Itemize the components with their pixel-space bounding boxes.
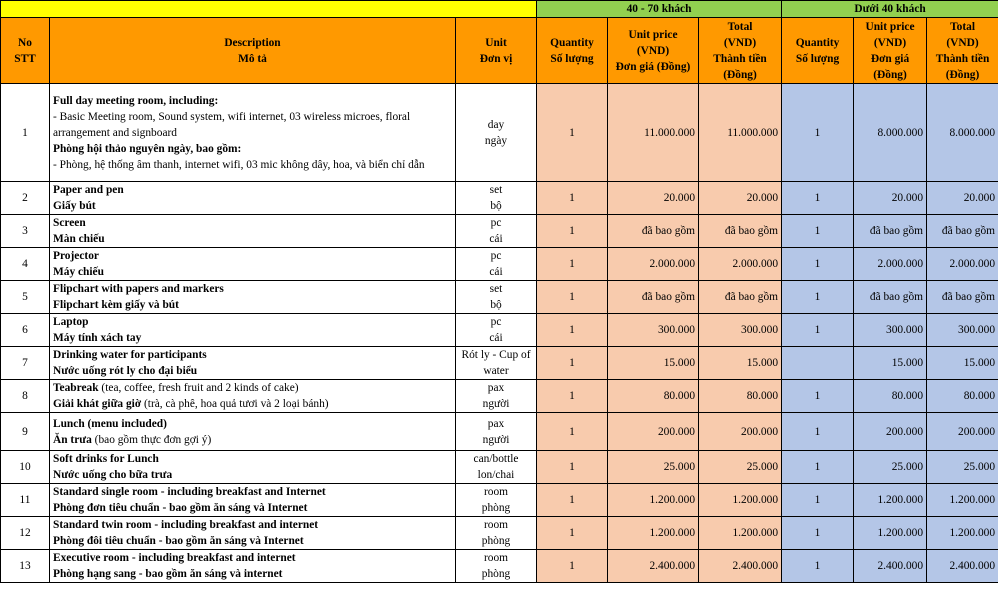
col-header-price-en: Unit price	[628, 28, 678, 41]
col-header-quantity-2	[782, 18, 854, 84]
unit-price-40-70: 2.400.000	[608, 550, 699, 583]
col-header-total-dong: (Đồng)	[945, 68, 980, 81]
unit-price-40-70: 11.000.000	[608, 84, 699, 182]
unit-cell	[456, 215, 537, 248]
description-line: Phòng hội thảo nguyên ngày, bao gồm:	[53, 142, 242, 155]
total-40-70: 20.000	[699, 182, 782, 215]
row-number: 11	[1, 484, 50, 517]
total-under-40: 300.000	[927, 314, 998, 347]
description-line: Projector	[53, 250, 99, 262]
unit-en: set	[489, 184, 503, 196]
row-number: 9	[1, 413, 50, 451]
unit-price-40-70: 15.000	[608, 347, 699, 380]
description-line: Standard single room - including breakfast and Internet	[53, 486, 326, 498]
quantity-40-70: 1	[537, 550, 608, 583]
col-header-desc-en: Description	[224, 36, 281, 49]
unit-vn: người	[482, 398, 510, 410]
unit-en: set	[489, 283, 503, 295]
unit-cell	[456, 451, 537, 484]
description-line: Nước uống rót ly cho đại biểu	[53, 365, 198, 377]
unit-vn: cái	[489, 332, 503, 344]
description-line: Máy chiếu	[53, 266, 104, 278]
description-line: Flipchart kèm giấy và bút	[53, 299, 179, 311]
description-line: Full day meeting room, including:	[53, 94, 219, 107]
unit-en: room	[483, 519, 509, 531]
description-text: (bao gồm thực đơn gợi ý)	[91, 433, 212, 446]
description-cell	[50, 517, 456, 550]
description-cell	[50, 248, 456, 281]
unit-en: pax	[487, 382, 505, 394]
total-40-70: đã bao gồm	[699, 281, 782, 314]
col-header-price-vn: Đơn giá (Đồng)	[870, 52, 910, 81]
total-40-70: 11.000.000	[699, 84, 782, 182]
total-under-40: 25.000	[927, 451, 998, 484]
col-header-total-1	[699, 18, 782, 84]
quantity-under-40: 1	[782, 182, 854, 215]
group-header-row	[1, 1, 998, 18]
unit-vn: người	[482, 433, 510, 446]
quantity-40-70: 1	[537, 84, 608, 182]
row-number: 10	[1, 451, 50, 484]
description-line: Giấy bút	[53, 200, 96, 212]
table-row	[1, 451, 998, 484]
total-under-40: 8.000.000	[927, 84, 998, 182]
unit-price-40-70: đã bao gồm	[608, 215, 699, 248]
quantity-under-40: 1	[782, 517, 854, 550]
unit-vn: phòng	[481, 502, 511, 514]
description-line: - Basic Meeting room, Sound system, wifi internet, 03 wireless microes, floral arrangement and signboard	[53, 110, 411, 139]
description-text: (trà, cà phê, hoa quả tươi và 2 loại bánh)	[141, 398, 329, 410]
quantity-40-70: 1	[537, 248, 608, 281]
total-40-70: 200.000	[699, 413, 782, 451]
table-row	[1, 314, 998, 347]
quantity-under-40: 1	[782, 84, 854, 182]
col-header-no-vn: STT	[14, 52, 36, 65]
table-row	[1, 182, 998, 215]
col-header-quantity-1	[537, 18, 608, 84]
quantity-40-70: 1	[537, 182, 608, 215]
col-header-qty-en: Quantity	[550, 36, 594, 49]
col-header-unit-en: Unit	[485, 36, 507, 49]
total-40-70: 25.000	[699, 451, 782, 484]
description-line: Flipchart with papers and markers	[53, 283, 224, 295]
quantity-40-70: 1	[537, 484, 608, 517]
description-line: Soft drinks for Lunch	[53, 453, 159, 465]
total-under-40: 2.000.000	[927, 248, 998, 281]
quantity-40-70: 1	[537, 380, 608, 413]
description-line: Laptop	[53, 316, 89, 328]
col-header-total-vn: Thành tiền	[935, 52, 990, 65]
total-under-40: 80.000	[927, 380, 998, 413]
description-cell	[50, 413, 456, 451]
quantity-under-40: 1	[782, 215, 854, 248]
unit-price-under-40: 2.400.000	[854, 550, 927, 583]
row-number: 4	[1, 248, 50, 281]
col-header-total-vnd: (VND)	[946, 36, 979, 49]
unit-en: pc	[490, 250, 502, 262]
description-line	[53, 380, 452, 396]
description-line: Drinking water for participants	[53, 349, 207, 361]
unit-cell	[456, 347, 537, 380]
total-under-40: 1.200.000	[927, 517, 998, 550]
unit-price-under-40: 1.200.000	[854, 484, 927, 517]
unit-price-40-70: 25.000	[608, 451, 699, 484]
row-number: 6	[1, 314, 50, 347]
unit-vn: phòng	[481, 535, 511, 547]
unit-price-under-40: 80.000	[854, 380, 927, 413]
col-header-price-vnd: (VND)	[873, 36, 907, 49]
description-line: Phòng đôi tiêu chuẩn - bao gồm ăn sáng và Internet	[53, 535, 304, 547]
col-header-desc-vn: Mô tả	[238, 52, 267, 65]
unit-price-under-40: đã bao gồm	[854, 281, 927, 314]
row-number: 8	[1, 380, 50, 413]
unit-price-under-40: 8.000.000	[854, 84, 927, 182]
description-cell	[50, 281, 456, 314]
unit-vn: water	[483, 365, 509, 377]
quantity-40-70: 1	[537, 517, 608, 550]
total-under-40: 1.200.000	[927, 484, 998, 517]
table-row	[1, 215, 998, 248]
total-40-70: đã bao gồm	[699, 215, 782, 248]
unit-price-40-70: 2.000.000	[608, 248, 699, 281]
col-header-price-vn: Đơn giá (Đồng)	[615, 60, 691, 73]
quantity-under-40: 1	[782, 451, 854, 484]
col-header-unit-price-1	[608, 18, 699, 84]
total-40-70: 80.000	[699, 380, 782, 413]
row-number: 2	[1, 182, 50, 215]
unit-en: pc	[490, 316, 502, 328]
total-under-40: đã bao gồm	[927, 215, 998, 248]
quantity-under-40: 1	[782, 248, 854, 281]
table-row	[1, 281, 998, 314]
col-header-qty-vn: Số lượng	[550, 52, 594, 65]
total-under-40: đã bao gồm	[927, 281, 998, 314]
description-cell	[50, 347, 456, 380]
col-header-total-dong: (Đồng)	[723, 68, 757, 81]
unit-vn: lon/chai	[477, 469, 515, 481]
row-number: 12	[1, 517, 50, 550]
unit-price-40-70: 1.200.000	[608, 517, 699, 550]
quantity-under-40	[782, 347, 854, 380]
description-text: Giải khát giữa giờ	[53, 398, 142, 410]
total-40-70: 15.000	[699, 347, 782, 380]
col-header-total-en: Total	[950, 20, 975, 33]
row-number: 5	[1, 281, 50, 314]
table-row	[1, 517, 998, 550]
col-header-qty-vn: Số lượng	[795, 52, 840, 65]
unit-price-under-40: đã bao gồm	[854, 215, 927, 248]
unit-price-40-70: 1.200.000	[608, 484, 699, 517]
unit-vn: bộ	[490, 299, 502, 311]
description-cell	[50, 451, 456, 484]
quantity-40-70: 1	[537, 413, 608, 451]
unit-en: can/bottle	[473, 453, 519, 465]
col-header-description	[50, 18, 456, 84]
group-header-40-70: 40 - 70 khách	[537, 1, 782, 18]
unit-cell	[456, 413, 537, 451]
col-header-total-vnd: (VND)	[723, 36, 757, 49]
unit-vn: bộ	[490, 200, 502, 212]
unit-price-under-40: 20.000	[854, 182, 927, 215]
unit-en: pc	[490, 217, 502, 229]
description-line	[53, 432, 452, 448]
col-header-unit	[456, 18, 537, 84]
quantity-40-70: 1	[537, 451, 608, 484]
description-line	[53, 396, 452, 412]
description-cell	[50, 380, 456, 413]
description-cell	[50, 550, 456, 583]
unit-cell	[456, 248, 537, 281]
unit-cell	[456, 281, 537, 314]
quantity-40-70: 1	[537, 347, 608, 380]
description-cell	[50, 484, 456, 517]
table-row	[1, 84, 998, 182]
description-line: - Phòng, hệ thống âm thanh, internet wifi, 03 mic không dây, hoa, và biển chỉ dẫn	[53, 158, 425, 171]
total-under-40: 2.400.000	[927, 550, 998, 583]
quantity-under-40: 1	[782, 550, 854, 583]
unit-price-under-40: 1.200.000	[854, 517, 927, 550]
description-line: Phòng đơn tiêu chuẩn - bao gồm ăn sáng và Internet	[53, 502, 308, 514]
group-header-under-40: Dưới 40 khách	[782, 1, 998, 18]
table-body	[1, 84, 998, 583]
unit-cell	[456, 484, 537, 517]
row-number: 7	[1, 347, 50, 380]
description-line: Paper and pen	[53, 184, 124, 196]
description-line: Máy tính xách tay	[53, 332, 142, 344]
total-40-70: 1.200.000	[699, 517, 782, 550]
quantity-40-70: 1	[537, 281, 608, 314]
col-header-no-en: No	[18, 36, 32, 49]
row-number: 13	[1, 550, 50, 583]
description-text: Ăn trưa	[53, 433, 92, 446]
quantity-40-70: 1	[537, 215, 608, 248]
total-40-70: 2.400.000	[699, 550, 782, 583]
unit-price-40-70: 300.000	[608, 314, 699, 347]
row-number: 1	[1, 84, 50, 182]
col-header-unit-price-2	[854, 18, 927, 84]
unit-price-under-40: 300.000	[854, 314, 927, 347]
unit-vn: ngày	[484, 134, 508, 147]
description-line: Screen	[53, 217, 86, 229]
col-header-qty-en: Quantity	[795, 36, 840, 49]
col-header-unit-vn: Đơn vị	[479, 52, 513, 65]
quantity-under-40: 1	[782, 314, 854, 347]
unit-cell	[456, 314, 537, 347]
description-line: Màn chiếu	[53, 233, 105, 245]
description-cell	[50, 84, 456, 182]
unit-cell	[456, 517, 537, 550]
unit-price-under-40: 25.000	[854, 451, 927, 484]
description-line: Nước uống cho bữa trưa	[53, 469, 173, 481]
table-row	[1, 347, 998, 380]
table-row	[1, 550, 998, 583]
unit-cell	[456, 84, 537, 182]
quantity-under-40: 1	[782, 281, 854, 314]
quantity-40-70: 1	[537, 314, 608, 347]
description-text: Teabreak	[53, 382, 99, 394]
quantity-under-40: 1	[782, 413, 854, 451]
description-line: Executive room - including breakfast and internet	[53, 552, 296, 564]
unit-cell	[456, 182, 537, 215]
description-line: Phòng hạng sang - bao gồm ăn sáng và internet	[53, 568, 283, 580]
description-cell	[50, 182, 456, 215]
unit-price-under-40: 15.000	[854, 347, 927, 380]
total-under-40: 20.000	[927, 182, 998, 215]
unit-price-40-70: 80.000	[608, 380, 699, 413]
unit-vn: phòng	[481, 568, 511, 580]
unit-cell	[456, 550, 537, 583]
unit-en: room	[483, 552, 509, 564]
table-row	[1, 380, 998, 413]
unit-price-40-70: 200.000	[608, 413, 699, 451]
unit-en: room	[483, 486, 509, 498]
col-header-total-en: Total	[727, 20, 753, 33]
description-text: (tea, coffee, fresh fruit and 2 kinds of cake)	[98, 382, 299, 394]
unit-en: Rót ly - Cup of	[461, 349, 531, 361]
unit-price-under-40: 200.000	[854, 413, 927, 451]
unit-price-under-40: 2.000.000	[854, 248, 927, 281]
unit-en: day	[487, 118, 505, 131]
unit-cell	[456, 380, 537, 413]
unit-en: pax	[487, 417, 505, 430]
quantity-under-40: 1	[782, 380, 854, 413]
total-under-40: 200.000	[927, 413, 998, 451]
row-number: 3	[1, 215, 50, 248]
unit-vn: cái	[489, 233, 503, 245]
col-header-no	[1, 18, 50, 84]
unit-price-40-70: 20.000	[608, 182, 699, 215]
total-40-70: 2.000.000	[699, 248, 782, 281]
table-row	[1, 484, 998, 517]
group-header-blank	[1, 1, 537, 18]
table-row	[1, 413, 998, 451]
total-40-70: 300.000	[699, 314, 782, 347]
unit-price-40-70: đã bao gồm	[608, 281, 699, 314]
quantity-under-40: 1	[782, 484, 854, 517]
table-row	[1, 248, 998, 281]
description-cell	[50, 215, 456, 248]
unit-vn: cái	[489, 266, 503, 278]
col-header-price-en: Unit price	[865, 20, 915, 33]
col-header-total-vn: Thành tiền	[713, 52, 767, 65]
description-line: Lunch (menu included)	[53, 417, 167, 430]
column-header-row	[1, 18, 998, 84]
col-header-price-vnd: (VND)	[636, 44, 670, 57]
description-line: Standard twin room - including breakfast and internet	[53, 519, 319, 531]
total-40-70: 1.200.000	[699, 484, 782, 517]
total-under-40: 15.000	[927, 347, 998, 380]
description-cell	[50, 314, 456, 347]
col-header-total-2	[927, 18, 998, 84]
